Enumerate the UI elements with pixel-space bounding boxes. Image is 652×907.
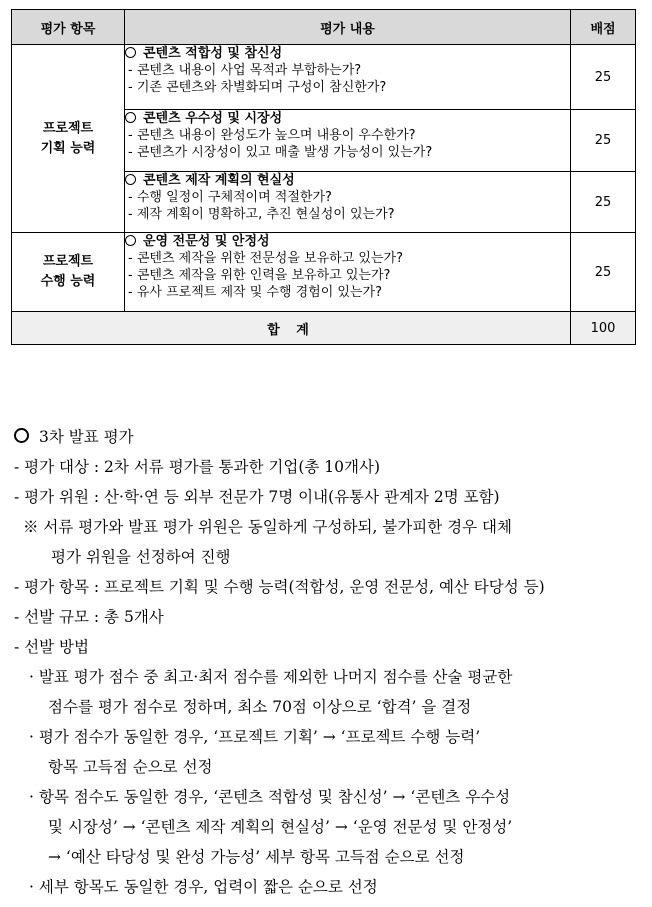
total-score: 100 (571, 312, 636, 345)
item-score: 25 (571, 172, 636, 233)
table-header-row (12, 10, 636, 45)
section-line: → ‘예산 타당성 및 완성 가능성’ 세부 항목 고득점 순으로 선정 (48, 848, 465, 866)
item-question: 기존 콘텐츠와 차별화되며 구성이 참신한가? (136, 80, 387, 95)
item-score: 25 (571, 45, 636, 110)
item-question: 수행 일정이 구체적이며 적절한가? (136, 190, 332, 205)
section-line: - 평가 항목 : 프로젝트 기획 및 수행 능력(적합성, 운영 전문성, 예산 타당성 등) (14, 578, 545, 596)
circle-bullet-icon (125, 235, 136, 246)
item-question: 콘텐츠 내용이 사업 목적과 부합하는가? (136, 63, 362, 78)
circle-bullet-icon (125, 47, 136, 58)
item-title: 콘텐츠 우수성 및 시장성 (143, 111, 283, 126)
section-title: 3차 발표 평가 (39, 428, 134, 446)
total-row (12, 312, 636, 345)
table-row (12, 45, 636, 110)
section-line: 및 시장성’ → ‘콘텐츠 제작 계획의 현실성’ → ‘운영 전문성 및 안정성’ (48, 818, 513, 836)
circle-bullet-icon (125, 174, 136, 185)
section-line: 항목 고득점 순으로 선정 (48, 758, 213, 776)
section-line: - 평가 위원 : 산·학·연 등 외부 전문가 7명 이내(유통사 관계자 2명 포함) (14, 488, 500, 506)
header-score: 배점 (571, 10, 636, 45)
section-line: - 선발 규모 : 총 5개사 (14, 608, 164, 626)
header-item: 평가 항목 (12, 10, 125, 45)
item-content: 콘텐츠 적합성 및 참신성 - 콘텐츠 내용이 사업 목적과 부합하는가? - 기존 콘텐츠와 차별화되며 구성이 참신한가? (125, 45, 571, 110)
section-line: ※ 서류 평가와 발표 평가 위원은 동일하게 구성하되, 불가피한 경우 대체 (23, 518, 512, 536)
item-title: 운영 전문성 및 안정성 (143, 234, 270, 249)
section-line: - 평가 대상 : 2차 서류 평가를 통과한 기업(총 10개사) (14, 458, 380, 476)
category-planning: 프로젝트 기획 능력 (12, 45, 125, 233)
circle-bullet-icon (125, 112, 136, 123)
item-question: 제작 계획이 명확하고, 추진 현실성이 있는가? (136, 207, 395, 222)
section-line: - 선발 방법 (14, 638, 89, 656)
item-score: 25 (571, 110, 636, 172)
total-label: 합 계 (12, 312, 571, 345)
section-line: · 발표 평가 점수 중 최고·최저 점수를 제외한 나머지 점수를 산술 평균한 (29, 668, 513, 686)
table-row (12, 233, 636, 312)
ring-bullet-icon (14, 428, 29, 443)
section-line: · 평가 점수가 동일한 경우, ‘프로젝트 기획’ → ‘프로젝트 수행 능력’ (29, 728, 481, 746)
evaluation-table (11, 9, 636, 345)
category-execution: 프로젝트 수행 능력 (12, 233, 125, 312)
header-content: 평가 내용 (125, 10, 571, 45)
section-lines (10, 452, 650, 902)
item-question: 유사 프로젝트 제작 및 수행 경험이 있는가? (136, 285, 383, 300)
item-question: 콘텐츠 제작을 위한 전문성을 보유하고 있는가? (136, 251, 403, 266)
item-content: 콘텐츠 제작 계획의 현실성 - 수행 일정이 구체적이며 적절한가? - 제작 계획이 명확하고, 추진 현실성이 있는가? (125, 172, 571, 233)
item-question: 콘텐츠 제작을 위한 인력을 보유하고 있는가? (136, 268, 391, 283)
item-title: 콘텐츠 제작 계획의 현실성 (143, 173, 295, 188)
presentation-evaluation-section (10, 422, 650, 902)
section-line: 점수를 평가 점수로 정하며, 최소 70점 이상으로 ‘합격’ 을 결정 (48, 698, 472, 716)
section-line: · 항목 점수도 동일한 경우, ‘콘텐츠 적합성 및 참신성’ → ‘콘텐츠 우수성 (29, 788, 511, 806)
item-score: 25 (571, 233, 636, 312)
section-line: 평가 위원을 선정하여 진행 (51, 548, 231, 566)
item-content: 운영 전문성 및 안정성 - 콘텐츠 제작을 위한 전문성을 보유하고 있는가? - 콘텐츠 제작을 위한 인력을 보유하고 있는가? - 유사 프로젝트 제작 및 수행 경험이 있는가? (125, 233, 571, 312)
item-title: 콘텐츠 적합성 및 참신성 (143, 46, 283, 61)
item-question: 콘텐츠가 시장성이 있고 매출 발생 가능성이 있는가? (136, 145, 433, 160)
item-question: 콘텐츠 내용이 완성도가 높으며 내용이 우수한가? (136, 128, 416, 143)
section-heading (10, 422, 650, 452)
section-line: · 세부 항목도 동일한 경우, 업력이 짧은 순으로 선정 (29, 878, 378, 896)
item-content: 콘텐츠 우수성 및 시장성 - 콘텐츠 내용이 완성도가 높으며 내용이 우수한가? - 콘텐츠가 시장성이 있고 매출 발생 가능성이 있는가? (125, 110, 571, 172)
